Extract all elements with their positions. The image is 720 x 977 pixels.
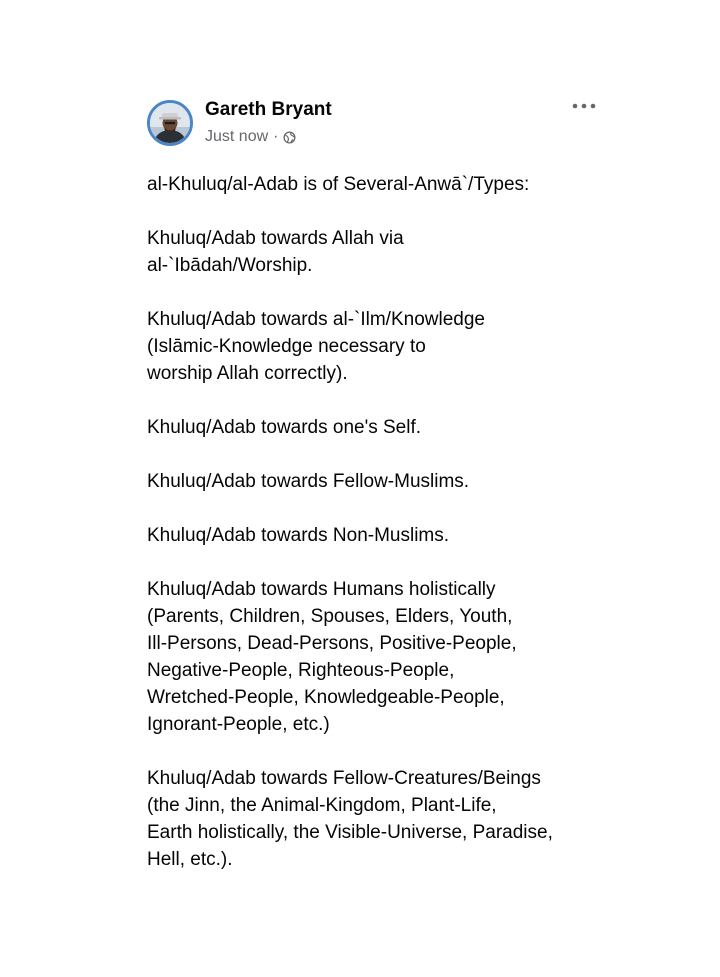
post-text-line: Khuluq/Adab towards Allah via	[147, 228, 404, 249]
post-text-line: Negative-People, Righteous-People,	[147, 660, 455, 681]
post-paragraph	[147, 414, 617, 441]
post-paragraph	[147, 306, 617, 387]
post-text-line: Wretched-People, Knowledgeable-People,	[147, 687, 505, 708]
post-paragraph	[147, 171, 617, 198]
avatar[interactable]	[147, 100, 193, 146]
post-text-line: (the Jinn, the Animal-Kingdom, Plant-Life,	[147, 795, 497, 816]
post-paragraph	[147, 522, 617, 549]
post-body	[147, 171, 617, 873]
post-paragraph	[147, 765, 617, 873]
post-text-line: al-Khuluq/al-Adab is of Several-Anwā`/Types:	[147, 174, 530, 195]
meta-separator: ·	[273, 128, 279, 145]
post-text-line: al-`Ibādah/Worship.	[147, 255, 313, 276]
post-paragraph	[147, 225, 617, 279]
globe-icon[interactable]	[283, 131, 296, 144]
post-meta	[205, 128, 296, 146]
post-text-line: Khuluq/Adab towards Humans holistically	[147, 579, 496, 600]
post-text-line: Khuluq/Adab towards al-`Ilm/Knowledge	[147, 309, 485, 330]
post-text-line: Khuluq/Adab towards Fellow-Muslims.	[147, 471, 470, 492]
post-paragraph	[147, 576, 617, 738]
post-text-line: Khuluq/Adab towards Fellow-Creatures/Beings	[147, 768, 541, 789]
post-paragraph	[147, 468, 617, 495]
person-with-hat-avatar-icon	[150, 103, 190, 143]
post-text-line: Ignorant-People, etc.)	[147, 714, 330, 735]
post-text-line: Hell, etc.).	[147, 849, 233, 870]
post-header	[147, 97, 617, 151]
post-text-line: worship Allah correctly).	[147, 363, 348, 384]
post-text-line: (Parents, Children, Spouses, Elders, Youth,	[147, 606, 513, 627]
post-text-line: (Islāmic-Knowledge necessary to	[147, 336, 426, 357]
post-text-line: Khuluq/Adab towards one's Self.	[147, 417, 422, 438]
post-text-line: Earth holistically, the Visible-Universe, Paradise,	[147, 822, 553, 843]
timestamp[interactable]: Just now	[205, 128, 269, 145]
post	[147, 97, 617, 900]
post-text-line: Ill-Persons, Dead-Persons, Positive-People,	[147, 633, 517, 654]
more-options-icon[interactable]	[572, 101, 596, 111]
post-text-line: Khuluq/Adab towards Non-Muslims.	[147, 525, 450, 546]
author-name[interactable]: Gareth Bryant	[205, 99, 332, 120]
